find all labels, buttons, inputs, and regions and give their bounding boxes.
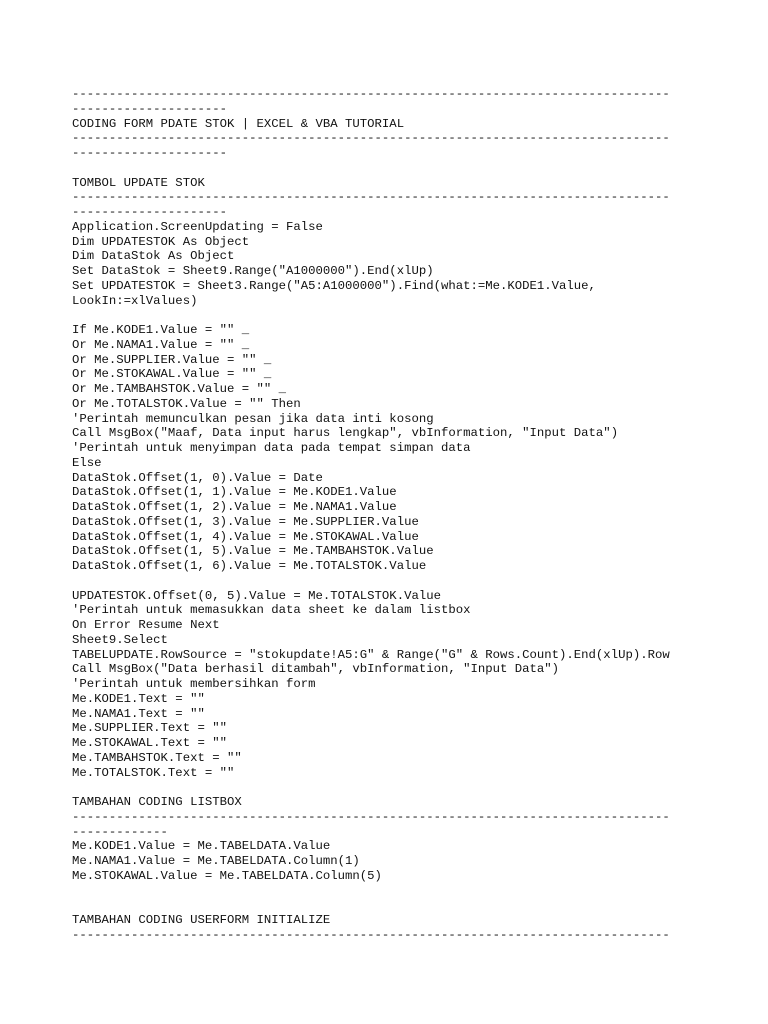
code-line: Me.TAMBAHSTOK.Text = "" xyxy=(72,750,242,765)
code-document xyxy=(72,87,732,943)
code-line: DataStok.Offset(1, 5).Value = Me.TAMBAHSTOK.Value xyxy=(72,544,434,559)
separator-line: --------------------- xyxy=(72,146,227,160)
separator-line: --------------------- xyxy=(72,205,227,219)
code-line: Me.TOTALSTOK.Text = "" xyxy=(72,765,235,780)
separator-line: ------------- xyxy=(72,824,168,839)
code-comment: 'Perintah untuk menyimpan data pada tempat simpan data xyxy=(72,441,471,455)
code-comment: 'Perintah untuk membersihkan form xyxy=(72,677,316,691)
code-line: LookIn:=xlValues) xyxy=(72,293,198,308)
section-heading: TAMBAHAN CODING LISTBOX xyxy=(72,795,242,809)
code-line: Me.KODE1.Text = "" xyxy=(72,691,205,706)
section-heading: CODING FORM PDATE STOK | EXCEL & VBA TUTORIAL xyxy=(72,116,405,131)
code-line: Set UPDATESTOK = Sheet3.Range("A5:A1000000").Find(what:=Me.KODE1.Value, xyxy=(72,278,596,293)
code-line: Dim DataStok As Object xyxy=(72,249,235,264)
code-line: Call MsgBox("Data berhasil ditambah", vbInformation, "Input Data") xyxy=(72,662,560,677)
code-line: Me.STOKAWAL.Text = "" xyxy=(72,736,227,750)
separator-line: --------------------------------------------------------------------------------- xyxy=(72,87,670,101)
separator-line: --------------------------------------------------------------------------------- xyxy=(72,927,670,942)
section-heading: TOMBOL UPDATE STOK xyxy=(72,175,205,190)
code-line: Call MsgBox("Maaf, Data input harus lengkap", vbInformation, "Input Data") xyxy=(72,426,619,441)
code-line: Sheet9.Select xyxy=(72,632,168,647)
blank-line xyxy=(72,780,732,795)
code-comment: 'Perintah memunculkan pesan jika data inti kosong xyxy=(72,411,434,426)
code-line: Dim UPDATESTOK As Object xyxy=(72,234,250,249)
code-line: If Me.KODE1.Value = "" _ xyxy=(72,323,250,337)
code-line: DataStok.Offset(1, 0).Value = Date xyxy=(72,470,323,485)
separator-line: --------------------------------------------------------------------------------- xyxy=(72,131,670,146)
code-comment: 'Perintah untuk memasukkan data sheet ke dalam listbox xyxy=(72,603,471,618)
blank-line xyxy=(72,898,732,913)
code-line: Me.KODE1.Value = Me.TABELDATA.Value xyxy=(72,839,331,854)
separator-line: --------------------------------------------------------------------------------- xyxy=(72,190,670,205)
code-line: Or Me.STOKAWAL.Value = "" _ xyxy=(72,367,272,382)
code-line: DataStok.Offset(1, 4).Value = Me.STOKAWAL.Value xyxy=(72,529,419,544)
separator-line: --------------------- xyxy=(72,101,227,116)
code-line: DataStok.Offset(1, 1).Value = Me.KODE1.Value xyxy=(72,485,397,500)
code-line: Application.ScreenUpdating = False xyxy=(72,219,323,234)
code-line: Or Me.TAMBAHSTOK.Value = "" _ xyxy=(72,382,287,396)
code-line: DataStok.Offset(1, 6).Value = Me.TOTALSTOK.Value xyxy=(72,559,427,573)
code-line: Or Me.SUPPLIER.Value = "" _ xyxy=(72,352,272,367)
code-line: Me.NAMA1.Value = Me.TABELDATA.Column(1) xyxy=(72,854,360,868)
code-line: Me.SUPPLIER.Text = "" xyxy=(72,721,227,736)
code-line: Set DataStok = Sheet9.Range("A1000000").End(xlUp) xyxy=(72,264,434,278)
blank-line xyxy=(72,574,732,589)
code-line: DataStok.Offset(1, 3).Value = Me.SUPPLIER.Value xyxy=(72,514,419,529)
code-line: Me.NAMA1.Text = "" xyxy=(72,706,205,721)
code-line: Or Me.TOTALSTOK.Value = "" Then xyxy=(72,396,301,411)
blank-line xyxy=(72,884,732,899)
code-line: UPDATESTOK.Offset(0, 5).Value = Me.TOTALSTOK.Value xyxy=(72,588,441,603)
code-line: Me.STOKAWAL.Value = Me.TABELDATA.Column(5) xyxy=(72,868,382,883)
code-line: Else xyxy=(72,455,102,470)
blank-line xyxy=(72,161,732,176)
section-heading: TAMBAHAN CODING USERFORM INITIALIZE xyxy=(72,913,331,927)
code-line: On Error Resume Next xyxy=(72,618,220,632)
code-line: DataStok.Offset(1, 2).Value = Me.NAMA1.Value xyxy=(72,500,397,514)
code-line: Or Me.NAMA1.Value = "" _ xyxy=(72,337,250,352)
blank-line xyxy=(72,308,732,323)
separator-line: --------------------------------------------------------------------------------- xyxy=(72,809,670,824)
code-line: TABELUPDATE.RowSource = "stokupdate!A5:G" & Range("G" & Rows.Count).End(xlUp).Row xyxy=(72,647,670,662)
